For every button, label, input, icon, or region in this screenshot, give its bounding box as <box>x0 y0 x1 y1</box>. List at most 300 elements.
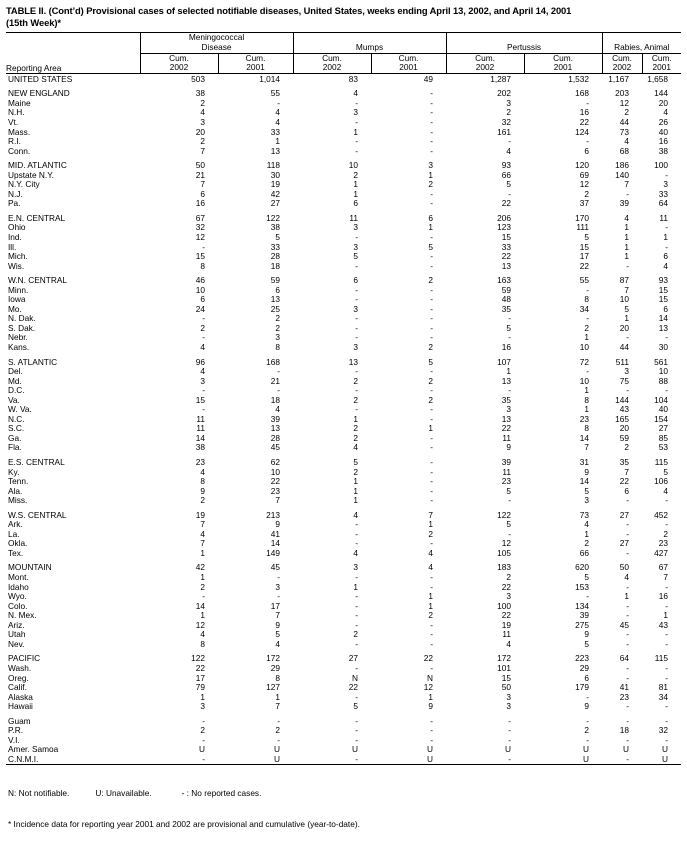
header-subcolumn-row <box>6 53 681 73</box>
data-cell: 17 <box>579 251 590 262</box>
data-cell: - <box>430 715 434 726</box>
data-cell: - <box>430 260 434 271</box>
data-cell: 33 <box>501 241 512 252</box>
data-cell: - <box>277 734 280 745</box>
data-cell: 1,532 <box>568 73 590 84</box>
data-cell: U <box>583 753 590 764</box>
data-cell: - <box>202 241 205 252</box>
data-cell: 1 <box>624 591 630 602</box>
data-cell: 1 <box>200 691 205 702</box>
table-row <box>6 128 681 138</box>
data-cell: 13 <box>501 260 512 271</box>
data-cell: 2 <box>506 572 512 583</box>
data-cell: 4 <box>353 547 358 558</box>
reporting-area-label: Mich. <box>8 251 28 262</box>
data-cell: 33 <box>270 241 280 252</box>
data-cell: 1 <box>353 126 358 137</box>
data-cell: 35 <box>619 457 630 468</box>
data-cell: - <box>626 638 630 649</box>
data-cell: 5 <box>353 701 358 712</box>
reporting-area-label: Ky. <box>8 466 20 477</box>
data-cell: 223 <box>575 653 590 664</box>
data-cell: 203 <box>615 88 630 99</box>
reporting-area-label: Calif. <box>8 682 27 693</box>
data-cell: 8 <box>200 638 205 649</box>
data-cell: 55 <box>270 88 280 99</box>
data-cell: 45 <box>619 619 630 630</box>
data-cell: 96 <box>195 356 205 367</box>
data-cell: 5 <box>663 466 669 477</box>
data-cell: 2 <box>200 581 205 592</box>
data-cell: - <box>355 145 358 156</box>
data-cell: 120 <box>575 160 590 171</box>
data-cell: 427 <box>654 547 669 558</box>
data-cell: 3 <box>275 581 280 592</box>
data-cell: 40 <box>658 404 669 415</box>
data-cell: 16 <box>501 342 512 352</box>
data-cell: 50 <box>501 682 512 693</box>
legend-not-notifiable: N: Not notifiable. <box>8 788 70 799</box>
data-cell: 2 <box>353 629 358 640</box>
data-cell: 22 <box>619 476 630 487</box>
data-cell: 3 <box>200 116 205 127</box>
data-cell: 81 <box>658 682 669 693</box>
data-cell: - <box>355 725 358 736</box>
data-cell: 10 <box>619 294 630 305</box>
data-cell: 41 <box>270 528 280 539</box>
data-cell: 48 <box>501 294 512 305</box>
data-cell: 67 <box>195 212 205 223</box>
data-cell: - <box>508 136 512 147</box>
data-cell: - <box>626 610 630 621</box>
table-row <box>6 563 681 573</box>
data-cell: 14 <box>579 432 590 443</box>
reporting-area-label: Tex. <box>8 547 24 558</box>
group-label-line1: Mumps <box>355 42 384 52</box>
data-cell: 2 <box>353 394 358 405</box>
data-cell: 9 <box>275 519 280 530</box>
subcol-line2: 2002 <box>169 62 189 73</box>
notifiable-diseases-table <box>6 32 681 764</box>
data-cell: - <box>508 753 512 764</box>
header-reporting-area: Reporting Area <box>6 53 140 73</box>
data-cell: 83 <box>348 73 358 84</box>
data-cell: 7 <box>275 610 280 621</box>
data-cell: 4 <box>506 638 512 649</box>
data-cell: N <box>427 672 434 683</box>
data-cell: 1 <box>200 572 205 583</box>
data-cell: - <box>277 572 280 583</box>
data-cell: 2 <box>506 107 512 118</box>
data-cell: 144 <box>654 88 669 99</box>
table-row <box>6 664 681 674</box>
header-group-row <box>6 33 681 53</box>
data-cell: 23 <box>619 691 630 702</box>
data-cell: 1 <box>428 169 434 180</box>
reporting-area-label: Amer. Samoa <box>8 744 59 755</box>
data-cell: - <box>665 495 669 506</box>
subcol-line2: 2001 <box>246 62 265 73</box>
reporting-area-label: P.R. <box>8 725 24 736</box>
data-cell: 43 <box>619 404 630 415</box>
data-cell: 17 <box>270 600 280 611</box>
data-cell: - <box>508 528 512 539</box>
data-cell: U <box>662 753 669 764</box>
data-cell: - <box>665 734 669 745</box>
reporting-area-label: N.J. <box>8 188 23 199</box>
data-cell: - <box>430 332 434 343</box>
header-subcol-3 <box>371 53 446 73</box>
table-row <box>6 630 681 640</box>
data-cell: 206 <box>497 212 512 223</box>
data-cell: 4 <box>200 366 205 377</box>
data-cell: 22 <box>423 653 434 664</box>
table-row <box>6 343 681 353</box>
data-cell: 93 <box>658 275 669 286</box>
data-cell: 172 <box>266 653 280 664</box>
data-cell: - <box>626 495 630 506</box>
data-cell: - <box>665 222 669 233</box>
data-cell: 4 <box>428 547 434 558</box>
data-cell: 127 <box>266 682 280 693</box>
data-cell: 3 <box>200 375 205 386</box>
data-cell: 88 <box>658 375 669 386</box>
data-cell: 4 <box>624 212 630 223</box>
data-cell: 122 <box>191 653 205 664</box>
data-cell: 26 <box>658 116 669 127</box>
table-row <box>6 89 681 99</box>
subcol-line2: 2002 <box>612 62 632 73</box>
data-cell: 11 <box>502 629 512 640</box>
data-cell: 38 <box>658 145 669 156</box>
data-cell: 66 <box>579 547 590 558</box>
table-row <box>6 305 681 315</box>
data-cell: 1 <box>428 600 434 611</box>
data-cell: - <box>430 188 434 199</box>
data-cell: - <box>508 385 512 396</box>
reporting-area-label: Conn. <box>8 145 31 156</box>
data-cell: 19 <box>195 509 205 520</box>
data-cell: 72 <box>579 356 590 367</box>
data-cell: 4 <box>353 442 358 453</box>
reporting-area-label: MOUNTAIN <box>8 562 52 573</box>
data-cell: 4 <box>200 629 205 640</box>
data-cell: 67 <box>658 562 669 573</box>
data-cell: 73 <box>619 126 630 137</box>
data-cell: 22 <box>270 476 280 487</box>
table-row <box>6 458 681 468</box>
data-cell: - <box>277 366 280 377</box>
data-cell: 3 <box>353 303 358 314</box>
data-cell: 85 <box>658 432 669 443</box>
data-cell: 12 <box>501 538 512 549</box>
data-cell: 4 <box>663 107 669 118</box>
reporting-area-label: Wash. <box>8 662 32 673</box>
data-cell: 28 <box>270 432 280 443</box>
data-cell: 45 <box>270 442 280 453</box>
data-cell: 2 <box>584 322 590 333</box>
data-cell: - <box>430 442 434 453</box>
data-cell: 3 <box>353 222 358 233</box>
data-cell: 100 <box>497 600 512 611</box>
data-cell: 37 <box>579 198 590 209</box>
reporting-area-label: Ind. <box>8 231 22 242</box>
data-cell: - <box>355 322 358 333</box>
data-cell: 13 <box>501 413 512 424</box>
data-cell: 28 <box>270 251 280 262</box>
data-cell: 41 <box>619 682 630 693</box>
reporting-area-label: N. Dak. <box>8 313 36 324</box>
table-row <box>6 434 681 444</box>
reporting-area-label: Okla. <box>8 538 28 549</box>
reporting-area-label: Nev. <box>8 638 25 649</box>
column-group-meningococcal-disease <box>140 33 293 53</box>
data-cell: 9 <box>275 619 280 630</box>
table-row <box>6 736 681 746</box>
table-row <box>6 276 681 286</box>
table-row <box>6 520 681 530</box>
data-cell: 12 <box>579 179 590 190</box>
data-cell: 2 <box>428 394 434 405</box>
table-row <box>6 180 681 190</box>
data-cell: 1 <box>428 591 434 602</box>
data-cell: 3 <box>506 591 512 602</box>
data-cell: 3 <box>624 366 630 377</box>
data-cell: 4 <box>663 485 669 496</box>
data-cell: - <box>430 725 434 736</box>
reporting-area-label: Upstate N.Y. <box>8 169 54 180</box>
data-cell: - <box>626 188 630 199</box>
data-cell: 55 <box>579 275 590 286</box>
data-cell: - <box>355 116 358 127</box>
data-cell: 30 <box>270 169 280 180</box>
data-cell: 64 <box>658 198 669 209</box>
data-cell: 7 <box>663 572 669 583</box>
data-cell: 6 <box>428 212 434 223</box>
data-cell: - <box>355 538 358 549</box>
table-row <box>6 549 681 559</box>
table-row <box>6 415 681 425</box>
data-cell: 1 <box>353 188 358 199</box>
reporting-area-label: Mo. <box>8 303 22 314</box>
data-cell: - <box>430 734 434 745</box>
data-cell: 11 <box>196 413 205 424</box>
data-cell: - <box>626 753 630 764</box>
data-cell: 69 <box>579 169 590 180</box>
data-cell: 1 <box>353 495 358 506</box>
subcol-line2: 2001 <box>399 62 418 73</box>
group-label-line1: Meningococcal <box>188 32 245 43</box>
table-row <box>6 693 681 703</box>
data-cell: 35 <box>501 303 512 314</box>
data-cell: - <box>430 107 434 118</box>
data-cell: - <box>430 366 434 377</box>
data-cell: 4 <box>200 107 205 118</box>
data-cell: - <box>508 188 512 199</box>
data-cell: 16 <box>658 591 669 602</box>
data-cell: 2 <box>353 169 358 180</box>
data-cell: 19 <box>270 179 280 190</box>
data-cell: 4 <box>353 88 358 99</box>
subcol-line1: Cum. <box>553 52 573 63</box>
data-cell: 1 <box>624 241 630 252</box>
data-cell: 2 <box>275 725 280 736</box>
data-cell: 123 <box>497 222 512 233</box>
data-cell: 6 <box>663 303 669 314</box>
data-cell: 105 <box>497 547 512 558</box>
data-cell: 21 <box>195 169 205 180</box>
data-cell: 27 <box>619 538 630 549</box>
data-cell: - <box>626 332 630 343</box>
data-cell: 22 <box>348 682 358 693</box>
data-cell: - <box>355 385 358 396</box>
data-cell: - <box>626 701 630 712</box>
data-cell: 59 <box>501 284 512 295</box>
table-row <box>6 314 681 324</box>
data-cell: 44 <box>619 342 630 352</box>
data-cell: 7 <box>428 509 434 520</box>
reporting-area-label: R.I. <box>8 136 21 147</box>
data-cell: 4 <box>624 572 630 583</box>
subcol-line1: Cum. <box>398 52 419 63</box>
data-cell: 8 <box>275 672 280 683</box>
reporting-area-label: Fla. <box>8 442 22 453</box>
data-cell: 23 <box>658 538 669 549</box>
header-subcol-1 <box>218 53 293 73</box>
data-cell: 13 <box>348 356 358 367</box>
data-cell: 4 <box>200 342 205 352</box>
data-cell: 1,014 <box>259 73 280 84</box>
data-cell: 2 <box>200 725 205 736</box>
header-spacer-cell <box>6 33 140 53</box>
data-cell: 6 <box>200 294 205 305</box>
table-row <box>6 358 681 368</box>
reporting-area-label: Oreg. <box>8 672 29 683</box>
data-cell: 22 <box>501 581 512 592</box>
data-cell: 122 <box>266 212 280 223</box>
data-cell: 12 <box>195 231 205 242</box>
data-cell: 170 <box>575 212 590 223</box>
data-cell: 38 <box>195 442 205 453</box>
table-row <box>6 477 681 487</box>
data-cell: - <box>665 629 669 640</box>
data-cell: 23 <box>501 476 512 487</box>
data-cell: 12 <box>423 682 434 693</box>
data-cell: 15 <box>195 394 205 405</box>
data-cell: 2 <box>624 442 630 453</box>
data-cell: 8 <box>200 476 205 487</box>
data-cell: 9 <box>584 466 590 477</box>
table-row <box>6 487 681 497</box>
data-cell: 1 <box>353 476 358 487</box>
data-cell: 168 <box>575 88 590 99</box>
data-cell: - <box>430 198 434 209</box>
group-label-line2: Disease <box>201 42 232 52</box>
data-cell: 50 <box>619 562 630 573</box>
data-cell: 1 <box>428 222 434 233</box>
data-cell: 5 <box>506 519 512 530</box>
data-cell: - <box>665 672 669 683</box>
data-cell: 7 <box>275 495 280 506</box>
data-cell: - <box>665 385 669 396</box>
data-cell: 1 <box>584 385 590 396</box>
data-cell: 118 <box>266 160 280 171</box>
group-label-line1: Pertussis <box>506 42 542 52</box>
data-cell: 3 <box>506 691 512 702</box>
data-cell: 50 <box>195 160 205 171</box>
data-cell: 13 <box>658 322 669 333</box>
reporting-area-label: PACIFIC <box>8 653 41 664</box>
data-cell: 8 <box>584 294 590 305</box>
data-cell: - <box>430 581 434 592</box>
data-cell: - <box>355 284 358 295</box>
data-cell: 5 <box>275 629 280 640</box>
reporting-area-label: Wyo. <box>8 591 27 602</box>
data-cell: 30 <box>658 342 669 352</box>
data-cell: 5 <box>506 322 512 333</box>
data-cell: 2 <box>428 342 434 352</box>
data-cell: 153 <box>575 581 590 592</box>
data-cell: 29 <box>270 662 280 673</box>
data-cell: 561 <box>654 356 669 367</box>
data-cell: 5 <box>584 231 590 242</box>
data-cell: 18 <box>619 725 630 736</box>
data-cell: - <box>355 610 358 621</box>
data-cell: 9 <box>506 442 512 453</box>
data-cell: 22 <box>579 116 590 127</box>
table-body <box>6 73 681 764</box>
data-cell: 24 <box>195 303 205 314</box>
reporting-area-label: Wis. <box>8 260 25 271</box>
column-group-mumps <box>293 33 446 53</box>
data-cell: 10 <box>579 375 590 386</box>
data-cell: 32 <box>501 116 512 127</box>
group-label-line1: Rabies, Animal <box>614 42 670 52</box>
data-cell: - <box>430 231 434 242</box>
data-cell: 75 <box>619 375 630 386</box>
data-cell: 7 <box>584 442 590 453</box>
data-cell: 3 <box>663 179 669 190</box>
data-cell: 2 <box>584 188 590 199</box>
data-cell: 10 <box>348 160 358 171</box>
data-cell: 2 <box>428 179 434 190</box>
data-cell: - <box>355 366 358 377</box>
column-group-pertussis <box>446 33 602 53</box>
data-cell: 18 <box>270 260 280 271</box>
reporting-area-label: Miss. <box>8 495 28 506</box>
reporting-area-label: Mont. <box>8 572 29 583</box>
data-cell: 39 <box>579 610 590 621</box>
data-cell: 33 <box>270 126 280 137</box>
data-cell: - <box>355 404 358 415</box>
header-subcol-0 <box>140 53 218 73</box>
data-cell: - <box>355 294 358 305</box>
data-cell: - <box>202 332 205 343</box>
data-cell: 4 <box>353 509 358 520</box>
data-cell: - <box>355 332 358 343</box>
data-cell: 27 <box>348 653 358 664</box>
data-cell: U <box>427 753 434 764</box>
data-cell: 2 <box>584 538 590 549</box>
data-cell: 3 <box>353 107 358 118</box>
data-cell: 2 <box>624 107 630 118</box>
data-cell: 4 <box>275 107 280 118</box>
data-cell: 15 <box>579 241 590 252</box>
data-cell: 19 <box>501 619 512 630</box>
table-row <box>6 511 681 521</box>
data-cell: 5 <box>353 251 358 262</box>
data-cell: - <box>355 519 358 530</box>
